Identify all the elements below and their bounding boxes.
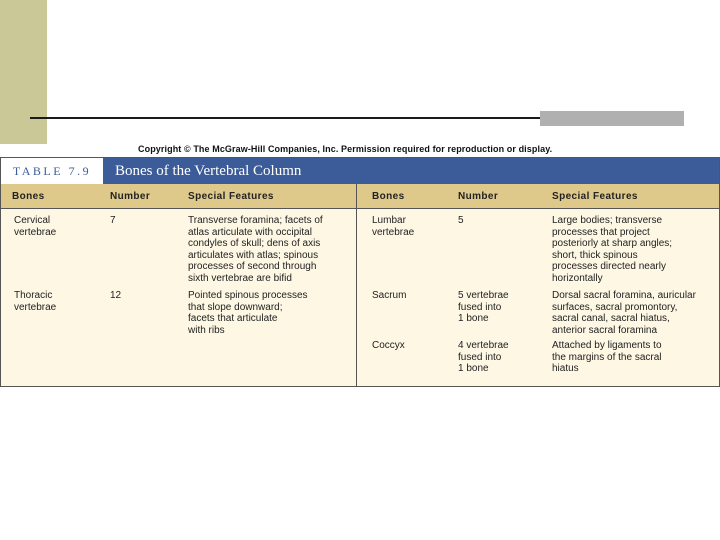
cell-line: condyles of skull; dens of axis [188,238,321,249]
bone-name-cell [372,215,414,238]
cell-line: Large bodies; transverse [552,215,663,226]
vertebral-column-table [0,157,720,387]
special-features-cell [188,290,308,336]
cell-line: vertebrae [14,301,57,313]
cell-line: the margins of the sacral [552,351,662,363]
cell-line: that slope downward; [188,301,283,313]
cell-line: 1 bone [458,313,489,324]
cell-line: articulates with atlas; spinous [188,249,319,261]
cell-line: Lumbar [372,215,406,226]
special-features-cell [552,290,696,336]
decorative-side-bar [0,0,47,144]
header-features-right: Special Features [552,191,638,202]
header-bones-left: Bones [12,191,45,202]
bone-name-cell [14,215,56,238]
bone-number-cell [458,340,509,375]
cell-line: hiatus [552,363,579,374]
cell-line: sacral canal, sacral hiatus, [552,313,670,324]
bone-name-cell [14,290,56,313]
header-bones-right: Bones [372,191,405,202]
cell-line: posteriorly at sharp angles; [552,238,673,249]
copyright-notice: Copyright © The McGraw-Hill Companies, Inc. Permission required for reproduction or display. [138,144,553,154]
cell-line: 4 vertebrae [458,340,509,351]
table-number-tag [1,158,103,184]
bone-number-cell [458,290,509,325]
cell-line: 5 vertebrae [458,290,509,301]
bone-name-cell [372,290,406,302]
table-number: TABLE 7.9 [12,163,92,178]
bone-name-cell [372,340,405,352]
cell-line: Cervical [14,215,51,226]
bone-number-cell [110,290,121,302]
bone-number-cell [458,215,464,227]
cell-line: atlas articulate with occipital [188,226,312,238]
cell-line: processes of second through [188,261,317,272]
cell-line: 5 [458,215,464,226]
cell-line: Coccyx [372,340,405,351]
cell-line: horizontally [552,272,603,284]
cell-line: 7 [110,215,116,226]
table-title-band [1,158,719,184]
cell-line: facets that articulate [188,313,278,324]
cell-line: with ribs [188,324,225,336]
header-number-right: Number [458,191,499,202]
header-features-left: Special Features [188,191,274,202]
cell-line: fused into [458,351,502,363]
cell-line: 12 [110,290,122,301]
cell-line: Attached by ligaments to [552,340,662,351]
cell-line: Pointed spinous processes [188,290,308,301]
cell-line: processes directed nearly [552,261,666,272]
cell-line: 1 bone [458,363,489,374]
table-title: Bones of the Vertebral Column [115,163,302,179]
cell-line: short, thick spinous [552,249,638,261]
special-features-cell [188,215,323,284]
special-features-cell [552,340,662,375]
cell-line: vertebrae [14,226,57,238]
cell-line: fused into [458,301,502,313]
cell-line: anterior sacral foramina [552,324,658,336]
cell-line: Transverse foramina; facets of [188,215,323,226]
cell-line: vertebrae [372,226,415,238]
cell-line: surfaces, sacral promontory, [552,301,678,313]
cell-line: Thoracic [14,290,53,301]
column-divider [356,184,357,387]
cell-line: sixth vertebrae are bifid [188,272,292,284]
cell-line: Sacrum [372,290,407,301]
table-header-row [1,184,719,209]
cell-line: processes that project [552,226,650,238]
title-rule-accent [540,111,684,126]
cell-line: Dorsal sacral foramina, auricular [552,290,696,301]
header-number-left: Number [110,191,151,202]
special-features-cell [552,215,672,284]
bone-number-cell [110,215,116,227]
